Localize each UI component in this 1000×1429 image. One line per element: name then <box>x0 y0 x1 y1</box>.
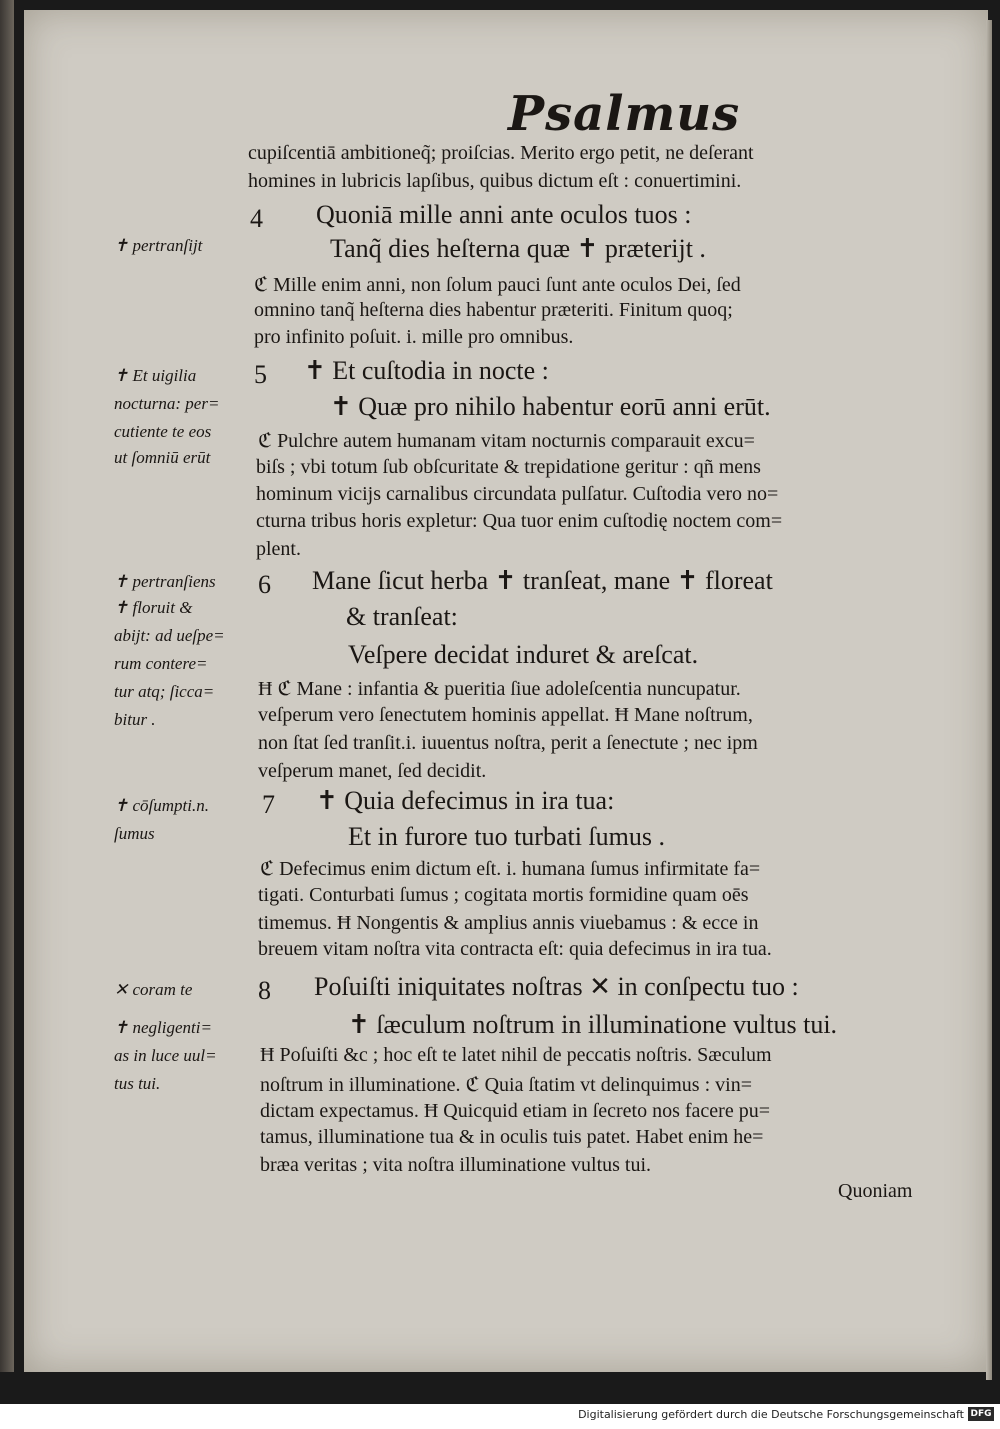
marginal-gloss: as in luce uul= <box>114 1046 217 1065</box>
footer-credit: Digitalisierung gefördert durch die Deutsche Forschungsgemeinschaft <box>578 1408 964 1421</box>
marginal-gloss: tur atq; ſicca= <box>114 682 215 701</box>
text-line: timemus. Ħ Nongentis & amplius annis viuebamus : & ecce in <box>258 912 759 934</box>
text-line: cturna tribus horis expletur: Qua tuor enim cuſtodię noctem com= <box>256 510 783 532</box>
verse-line: ✝ Quia defecimus in ira tua: <box>316 786 615 815</box>
verse-line: Et in furore tuo turbati ſumus . <box>348 822 666 851</box>
marginal-gloss: ✝ floruit & <box>114 598 193 617</box>
text-line: bræa veritas ; vita noſtra illuminatione vultus tui. <box>260 1154 652 1176</box>
verse-line: Poſuiſti iniquitates noſtras ✕ in conſpectu tuo : <box>314 972 799 1001</box>
verse-number: 5 <box>254 360 267 389</box>
marginal-gloss: ✝ pertranſijt <box>114 236 203 255</box>
marginal-gloss: cutiente te eos <box>114 422 212 441</box>
text-line: ℭ Pulchre autem humanam vitam nocturnis comparauit excu= <box>258 430 755 452</box>
verse-line: ✝ Et cuſtodia in nocte : <box>304 356 549 385</box>
text-line: non ſtat ſed tranſit.i. iuuentus noſtra, perit a ſenectute ; nec ipm <box>258 732 758 754</box>
page-edge <box>986 20 992 1380</box>
text-line: noſtrum in illuminatione. ℭ Quia ſtatim vt delinquimus : vin= <box>260 1074 752 1096</box>
verse-line: & tranſeat: <box>346 602 458 631</box>
marginal-gloss: ✝ Et uigilia <box>114 366 197 385</box>
verse-line: Mane ſicut herba ✝ tranſeat, mane ✝ floreat <box>312 566 773 595</box>
marginal-gloss: ut ſomniū erūt <box>114 448 211 467</box>
text-line: veſperum vero ſenectutem hominis appellat. Ħ Mane noſtrum, <box>258 704 753 726</box>
text-line: tamus, illuminatione tua & in oculis tuis patet. Habet enim he= <box>260 1126 764 1148</box>
verse-line: Quoniā mille anni ante oculos tuos : <box>316 200 692 229</box>
marginal-gloss: ſumus <box>114 824 155 843</box>
text-line: tigati. Conturbati ſumus ; cogitata mortis formidine quam oēs <box>258 884 749 906</box>
verse-number: 4 <box>250 204 263 233</box>
catchword: Quoniam <box>838 1180 913 1202</box>
text-line: pro infinito poſuit. i. mille pro omnibus. <box>254 326 574 348</box>
verse-line: Veſpere decidat induret & areſcat. <box>348 640 699 669</box>
text-line: ℭ Defecimus enim dictum eſt. i. humana ſumus infirmitate fa= <box>260 858 761 880</box>
verse-number: 8 <box>258 976 271 1005</box>
text-line: hominum vicijs carnalibus circundata pulſatur. Cuſtodia vero no= <box>256 483 779 505</box>
text-line: dictam expectamus. Ħ Quicquid etiam in ſecreto nos facere pu= <box>260 1100 770 1122</box>
text-line: omnino tanq̃ heſterna dies habentur præteriti. Finitum quoq; <box>254 299 733 321</box>
text-line: Ħ Poſuiſti &c ; hoc eſt te latet nihil de peccatis noſtris. Sæculum <box>260 1044 772 1066</box>
verse-line: Tanq̃ dies heſterna quæ ✝ præterijt . <box>330 234 706 263</box>
verse-number: 6 <box>258 570 271 599</box>
text-line: homines in lubricis lapſibus, quibus dictum eſt : conuertimini. <box>248 170 742 192</box>
marginal-gloss: nocturna: per= <box>114 394 220 413</box>
text-line: cupiſcentiā ambitioneq̃; proiſcias. Merito ergo petit, ne deſerant <box>248 142 754 164</box>
marginal-gloss: bitur . <box>114 710 156 729</box>
text-line: breuem vitam noſtra vita contracta eſt: quia defecimus in ira tua. <box>258 938 772 960</box>
marginal-gloss: ✝ negligenti= <box>114 1018 212 1037</box>
marginal-gloss: tus tui. <box>114 1074 161 1093</box>
text-line: plent. <box>256 538 301 560</box>
marginal-gloss: rum contere= <box>114 654 208 673</box>
verse-line: ✝ ſæculum noſtrum in illuminatione vultus tui. <box>348 1010 838 1039</box>
verse-line: ✝ Quæ pro nihilo habentur eorū anni erūt. <box>330 392 771 421</box>
text-line: biſs ; vbi totum ſub obſcuritate & trepidatione geritur : qñ mens <box>256 456 761 478</box>
marginal-gloss: ✝ pertranſiens <box>114 572 216 591</box>
marginal-gloss: abijt: ad ueſpe= <box>114 626 225 645</box>
marginal-gloss: ✕ coram te <box>114 980 193 999</box>
running-head: Psalmus <box>508 86 741 142</box>
verse-number: 7 <box>262 790 275 819</box>
text-line: ℭ Mille enim anni, non ſolum pauci ſunt ante oculos Dei, ſed <box>254 274 741 296</box>
text-line: Ħ ℭ Mane : infantia & pueritia ſiue adoleſcentia nuncupatur. <box>258 678 741 700</box>
text-line: veſperum manet, ſed decidit. <box>258 760 487 782</box>
marginal-gloss: ✝ cōſumpti.n. <box>114 796 209 815</box>
dfg-logo: DFG <box>968 1407 994 1421</box>
book-spine <box>0 0 14 1372</box>
